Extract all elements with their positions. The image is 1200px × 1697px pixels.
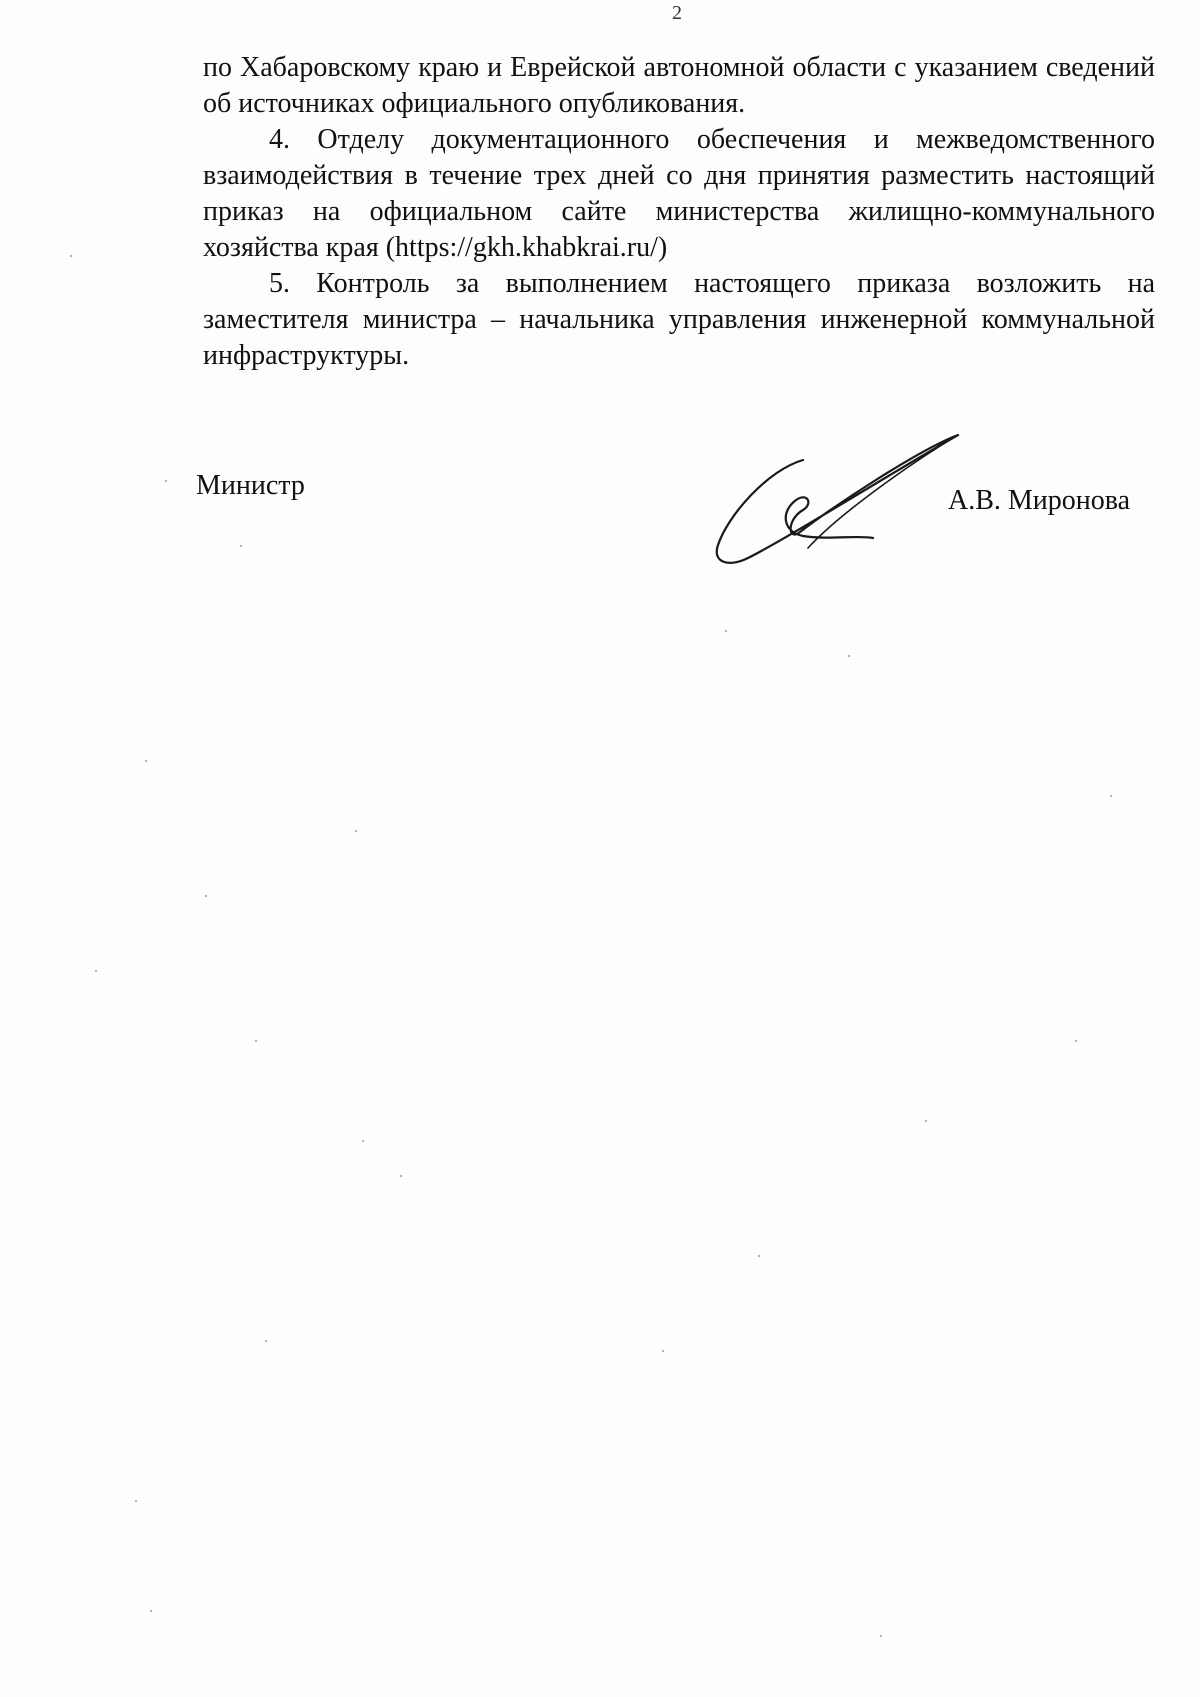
scan-speck: [165, 480, 167, 482]
scan-speck: [362, 1140, 364, 1142]
scan-speck: [255, 1040, 257, 1042]
scan-speck: [400, 1175, 402, 1177]
handwritten-signature: [708, 430, 968, 575]
scan-speck: [880, 1635, 882, 1637]
scan-speck: [240, 545, 242, 547]
signatory-name: А.В. Миронова: [948, 485, 1131, 516]
scan-speck: [145, 760, 147, 762]
scan-speck: [725, 630, 727, 632]
scan-speck: [150, 1610, 152, 1612]
scan-speck: [662, 1350, 664, 1352]
signatory-position: Министр: [196, 470, 305, 501]
scan-speck: [1075, 1040, 1077, 1042]
paragraph-item-5: 5. Контроль за выполнением настоящего приказа возложить на заместителя министра – начальника управления инженерной коммунальной инфраструктуры.: [203, 268, 1155, 371]
scan-speck: [95, 970, 97, 972]
scan-speck: [265, 1340, 267, 1342]
scan-speck: [925, 1120, 927, 1122]
scan-speck: [205, 895, 207, 897]
document-body: [203, 50, 1155, 374]
paragraph-continuation: по Хабаровскому краю и Еврейской автономной области с указанием сведений об источниках официального опубликования.: [203, 52, 1155, 119]
scan-speck: [1110, 795, 1112, 797]
scan-speck: [758, 1255, 760, 1257]
scan-speck: [70, 255, 72, 257]
scan-speck: [135, 1500, 137, 1502]
scan-speck: [355, 830, 357, 832]
paragraph-item-4: 4. Отделу документационного обеспечения и межведомственного взаимодействия в течение трех дней со дня принятия разместить настоящий приказ на официальном сайте министерства жилищно-коммунального хозяйства края (https://gkh.khabkrai.ru/): [203, 124, 1155, 263]
page-number: 2: [672, 2, 682, 24]
scan-speck: [848, 655, 850, 657]
